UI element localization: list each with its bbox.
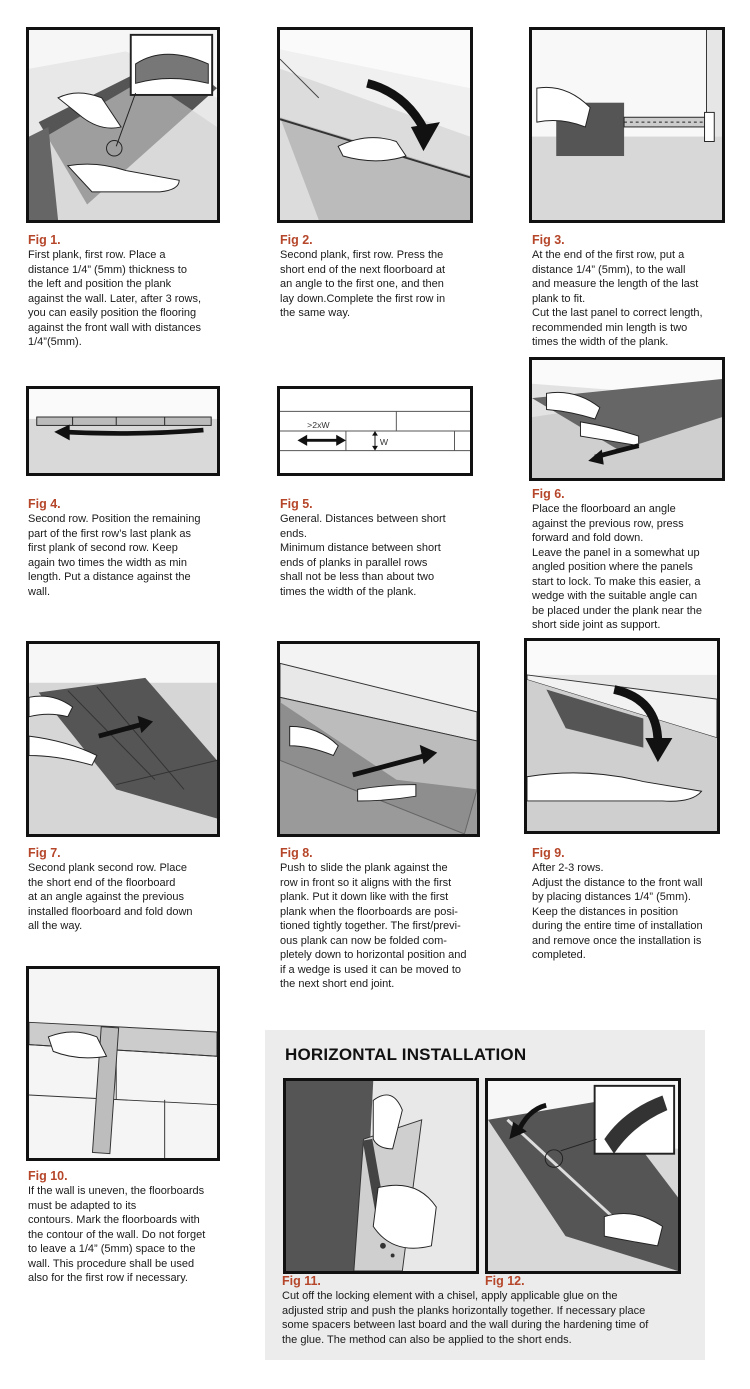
fig6-illustration <box>529 357 725 481</box>
fig7-title: Fig 7. <box>28 846 61 860</box>
fig11-title: Fig 11. <box>282 1274 321 1288</box>
fig7-text: Second plank second row. Place the short end of the floorboard at an angle against the previous installed floorboard and fold down all the way. <box>28 862 193 932</box>
fig8-illustration <box>277 641 480 837</box>
fig8-title: Fig 8. <box>280 846 313 860</box>
fig5-label-2w: >2xW <box>307 420 330 431</box>
fig3-illustration <box>529 27 725 223</box>
horizontal-installation-panel <box>265 1030 705 1360</box>
fig4-text: Second row. Position the remaining part of the first row’s last plank as first plank of second row. Keep again two times the width as min length. Put a distance against the wall. <box>28 513 201 598</box>
fig1-illustration <box>26 27 220 223</box>
fig10-title: Fig 10. <box>28 1169 68 1183</box>
fig12-illustration <box>485 1078 681 1274</box>
fig4-illustration <box>26 386 220 476</box>
fig5-title: Fig 5. <box>280 497 313 511</box>
fig5-text: General. Distances between short ends. Minimum distance between short ends of planks in parallel rows shall not be less than about two times the width of the plank. <box>280 513 446 598</box>
fig2-illustration <box>277 27 473 223</box>
fig1-text: First plank, first row. Place a distance 1/4” (5mm) thickness to the left and position the plank against the wall. Later, after 3 rows, you can easily position the flooring against the front wall with distances 1/4”(5mm). <box>28 249 202 348</box>
fig8-text: Push to slide the plank against the row in front so it aligns with the first plank. Put it down like with the first plank when the floorboards are posi- tioned tightly together. The first/previ- ous plank can now be folded com- pletely down to horizontal position and if a wedge is used it can be moved to the next short end joint. <box>280 862 467 990</box>
horizontal-installation-text: Cut off the locking element with a chisel, apply applicable glue on the adjusted strip and push the planks horizontally together. If necessary place some spacers between last board and the wall during the hardening time of the glue. The method can also be applied to the short ends. <box>282 1290 649 1346</box>
fig10-text: If the wall is uneven, the floorboards must be adapted to its contours. Mark the floorboards with the contour of the wall. Do not forget to leave a 1/4” (5mm) space to the wall. This procedure shall be used also for the first row if necessary. <box>28 1185 206 1284</box>
fig7-illustration <box>26 641 220 837</box>
fig9-illustration <box>524 638 720 834</box>
fig3-title: Fig 3. <box>532 233 565 247</box>
fig2-title: Fig 2. <box>280 233 313 247</box>
fig9-text: After 2-3 rows. Adjust the distance to the front wall by placing distances 1/4” (5mm). Keep the distances in position during the entire time of installation and remove once the installation is completed. <box>532 862 703 961</box>
fig6-title: Fig 6. <box>532 487 565 501</box>
fig5-label-w: W <box>379 437 389 447</box>
fig2-text: Second plank, first row. Press the short end of the next floorboard at an angle to the first one, and then lay down.Complete the first row in the same way. <box>280 249 446 319</box>
fig11-illustration <box>283 1078 479 1274</box>
fig12-title: Fig 12. <box>485 1274 525 1288</box>
fig4-title: Fig 4. <box>28 497 61 511</box>
fig5-illustration <box>277 386 473 476</box>
fig3-text: At the end of the first row, put a distance 1/4” (5mm), to the wall and measure the length of the last plank to fit. Cut the last panel to correct length, recommended min length is two times the width of the plank. <box>532 249 703 348</box>
fig9-title: Fig 9. <box>532 846 565 860</box>
fig10-illustration <box>26 966 220 1161</box>
fig6-text: Place the floorboard an angle against the previous row, press forward and fold down. Leave the panel in a somewhat up angled position where the panels start to lock. To make this easier, a wedge with the suitable angle can be placed under the plank near the short side joint as support. <box>532 503 703 631</box>
fig1-title: Fig 1. <box>28 233 61 247</box>
horizontal-installation-heading: HORIZONTAL INSTALLATION <box>285 1045 527 1064</box>
